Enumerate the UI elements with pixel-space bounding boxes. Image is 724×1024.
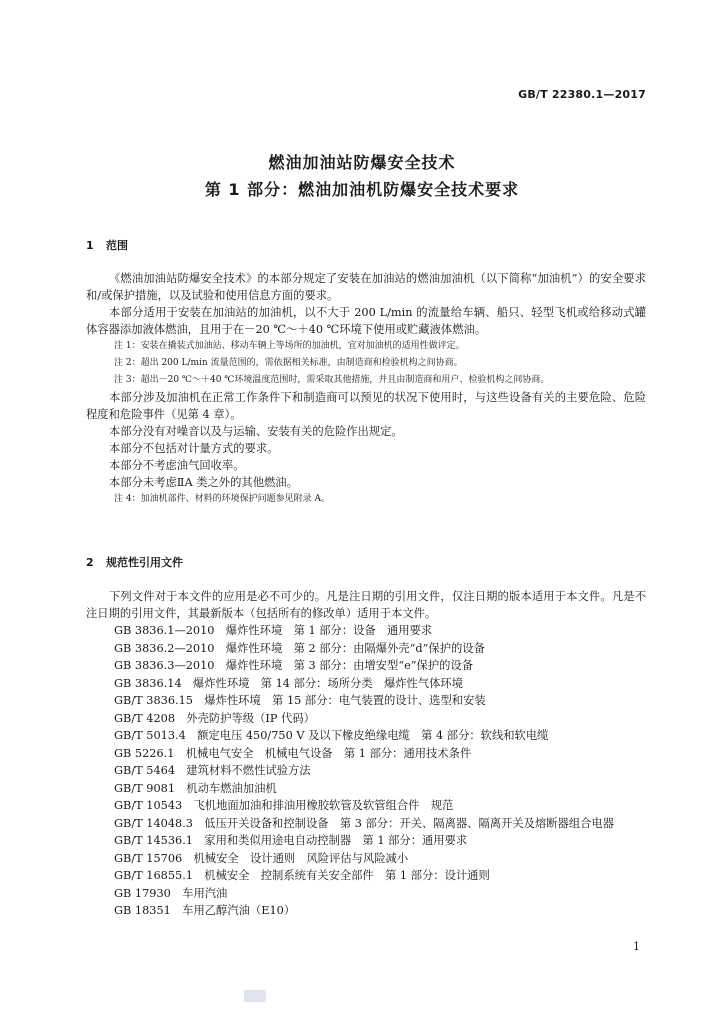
section-2-intro: 下列文件对于本文件的应用是必不可少的。凡是注日期的引用文件，仅注日期的版本适用于本文件。凡是不注日期的引用文件，其最新版本（包括所有的修改单）适用于本文件。: [86, 590, 646, 620]
reference-item: GB/T 16855.1 机械安全 控制系统有关安全部件 第 1 部分：设计通则: [114, 869, 490, 882]
note-paragraph: 注 4：加油机部件、材料的环境保护问题参见附录 A。: [114, 494, 330, 504]
reference-item: GB 3836.2—2010 爆炸性环境 第 2 部分：由隔爆外壳“d”保护的设备: [114, 641, 485, 655]
reference-item: GB 5226.1 机械电气安全 机械电气设备 第 1 部分：通用技术条件: [114, 746, 472, 760]
standard-code: GB/T 22380.1—2017: [518, 88, 646, 101]
reference-item: GB/T 5013.4 额定电压 450/750 V 及以下橡皮绝缘电缆 第 4 部分：软线和软电缆: [114, 729, 549, 742]
reference-item: GB 17930 车用汽油: [114, 886, 228, 900]
body-paragraph: 本部分涉及加油机在正常工作条件下和制造商可以预见的状况下使用时，与这些设备有关的主要危险、危险程度和危险事件（见第 4 章）。: [86, 391, 646, 421]
reference-item: GB/T 14536.1 家用和类似用途电自动控制器 第 1 部分：通用要求: [114, 834, 468, 847]
note-paragraph: 注 3：超出－20 ℃～＋40 ℃环境温度范围时，需采取其他措施，并且由制造商和用户、检验机构之间协商。: [114, 375, 550, 385]
reference-item: GB/T 10543 飞机地面加油和排油用橡胶软管及软管组合件 规范: [114, 799, 454, 812]
body-paragraph: 本部分适用于安装在加油站的加油机，以不大于 200 L/min 的流量给车辆、船只、轻型飞机或给移动式罐体容器添加液体燃油，且用于在－20 ℃～＋40 ℃环境下使用或贮藏液体燃油。: [86, 306, 646, 336]
document-title-line-1: 燃油加油站防爆安全技术: [268, 153, 456, 172]
reference-list: [86, 622, 646, 920]
section-2-number: 2: [86, 556, 94, 569]
reference-item: GB 3836.1—2010 爆炸性环境 第 1 部分：设备 通用要求: [114, 624, 433, 637]
body-paragraph: 本部分不考虑油气回收率。: [109, 459, 245, 472]
note-paragraph: 注 1：安装在撬装式加油站、移动车辆上等场所的加油机，宜对加油机的适用性做评定。: [114, 341, 465, 351]
reference-item: GB 18351 车用乙醇汽油（E10）: [114, 904, 296, 917]
reference-item: GB 3836.14 爆炸性环境 第 14 部分：场所分类 爆炸性气体环境: [114, 676, 464, 690]
reference-item: GB/T 9081 机动车燃油加油机: [114, 781, 277, 795]
body-paragraph: 本部分未考虑ⅡA 类之外的其他燃油。: [109, 476, 298, 489]
reference-item: GB/T 4208 外壳防护等级（IP 代码）: [114, 711, 315, 725]
section-1-number: 1: [86, 239, 94, 252]
body-paragraph: 本部分没有对噪音以及与运输、安装有关的危险作出规定。: [109, 425, 403, 438]
reference-item: GB/T 14048.3 低压开关设备和控制设备 第 3 部分：开关、隔离器、隔离开关及熔断器组合电器: [114, 816, 615, 830]
section-2-heading: [86, 554, 183, 570]
section-1-heading: [86, 237, 128, 253]
note-paragraph: 注 2：超出 200 L/min 流量范围的，需依据相关标准，由制造商和检验机构之间协商。: [114, 358, 463, 368]
reference-item: GB/T 5464 建筑材料不燃性试验方法: [114, 764, 311, 777]
page-number: 1: [633, 940, 640, 953]
section-1-title: 范围: [106, 239, 128, 252]
document-title-line-2: 第 1 部分：燃油加油机防爆安全技术要求: [204, 180, 520, 199]
section-2-title: 规范性引用文件: [106, 556, 183, 569]
reference-item: GB/T 3836.15 爆炸性环境 第 15 部分：电气装置的设计、选型和安装: [114, 694, 486, 707]
body-paragraph: 《燃油加油站防爆安全技术》的本部分规定了安装在加油站的燃油加油机（以下简称“加油机”）的安全要求和/或保护措施，以及试验和使用信息方面的要求。: [86, 272, 646, 302]
reference-item: GB 3836.3—2010 爆炸性环境 第 3 部分：由增安型“e”保护的设备: [114, 659, 474, 672]
reference-item: GB/T 15706 机械安全 设计通则 风险评估与风险减小: [114, 851, 409, 865]
section-2-body: [86, 588, 646, 920]
section-1-body: [86, 270, 646, 508]
body-paragraph: 本部分不包括对计量方式的要求。: [109, 442, 279, 455]
watermark-logo: [244, 990, 266, 1002]
